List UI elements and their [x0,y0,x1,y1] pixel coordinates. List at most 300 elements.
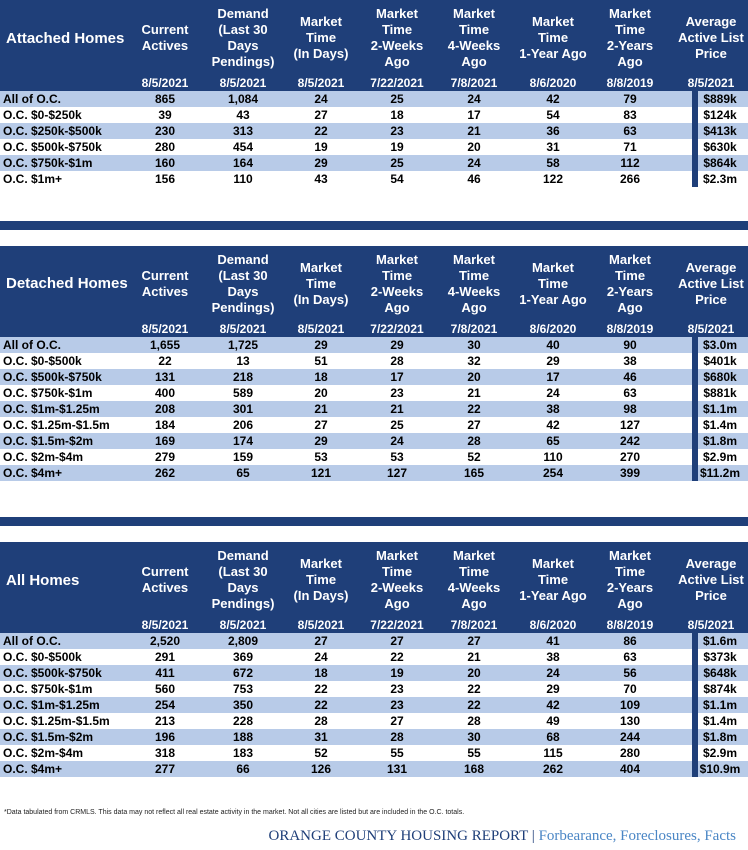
column-header-line: Actives [141,38,189,53]
row-label: All of O.C. [3,634,61,648]
row-value: 213 [154,714,176,728]
column-header-line: Market [609,252,651,267]
row-value: 27 [314,108,328,122]
column-header-line: 2-Years [606,580,654,595]
row-value: 20 [467,666,481,680]
row-value: 86 [623,634,637,648]
column-header-line: Active List [678,30,744,45]
column-header-line: 4-Weeks [447,38,501,53]
column-header [358,6,436,70]
row-value: 24 [314,650,328,664]
column-date: 8/5/2021 [297,618,345,632]
row-value: 21 [314,402,328,416]
column-header-line: Price [695,588,727,603]
column-header [126,564,204,596]
column-header [672,556,748,604]
row-value: 280 [154,140,176,154]
row-value: 21 [390,402,404,416]
row-value: 400 [154,386,176,400]
row-label: O.C. $750k-$1m [3,156,93,170]
table-row [0,649,748,665]
row-value: 54 [390,172,404,186]
row-value: 270 [619,450,641,464]
row-value: 208 [154,402,176,416]
row-value: 130 [619,714,641,728]
row-value: 156 [154,172,176,186]
column-header-line: Time [305,30,337,45]
column-date: 7/22/2021 [370,322,424,336]
table-row [0,665,748,681]
table-row [0,401,748,417]
row-value: 28 [467,714,481,728]
table-row [0,139,748,155]
table-row [0,91,748,107]
column-header-line: Average [685,260,737,275]
row-value: 121 [310,466,332,480]
column-header [126,22,204,54]
row-label: O.C. $1.25m-$1.5m [3,714,110,728]
column-header-line: Market [609,548,651,563]
table-row [0,417,748,433]
row-value: 42 [546,92,560,106]
column-date: 8/6/2020 [529,618,577,632]
divider-bar [692,633,698,777]
row-label: O.C. $2m-$4m [3,746,84,760]
average-price: $680k [703,370,737,384]
row-value: 27 [467,634,481,648]
column-header-line: Ago [617,596,643,611]
row-value: 17 [546,370,560,384]
column-header-line: Market [532,14,574,29]
row-value: 404 [619,762,641,776]
table-row [0,681,748,697]
row-value: 23 [390,386,404,400]
row-value: 865 [154,92,176,106]
column-header-line: Demand [217,548,269,563]
row-value: 36 [546,124,560,138]
table-row [0,385,748,401]
row-value: 18 [314,370,328,384]
column-header-line: (Last 30 [218,564,268,579]
row-value: 90 [623,338,637,352]
row-value: 29 [546,682,560,696]
row-value: 24 [390,434,404,448]
row-value: 28 [390,354,404,368]
row-value: 25 [390,92,404,106]
column-header-line: Market [453,252,495,267]
column-date: 8/8/2019 [606,322,654,336]
row-value: 24 [467,92,481,106]
column-date: 8/6/2020 [529,76,577,90]
row-value: 127 [619,418,641,432]
column-header-line: Time [381,564,413,579]
row-value: 29 [390,338,404,352]
row-value: 58 [546,156,560,170]
row-value: 20 [314,386,328,400]
row-value: 168 [463,762,485,776]
row-value: 68 [546,730,560,744]
row-value: 21 [467,124,481,138]
row-value: 313 [232,124,254,138]
column-date: 8/5/2021 [687,76,735,90]
table-row [0,337,748,353]
column-header-line: Active List [678,276,744,291]
row-value: 65 [546,434,560,448]
column-date: 8/8/2019 [606,618,654,632]
column-header [358,548,436,612]
column-header-line: Actives [141,580,189,595]
column-header-line: Time [537,276,569,291]
column-header-line: Ago [461,54,487,69]
row-value: 22 [314,682,328,696]
column-header-line: Demand [217,252,269,267]
column-header-line: Current [141,22,189,37]
column-header [435,252,513,316]
column-header-line: Price [695,292,727,307]
row-value: 25 [390,418,404,432]
row-value: 753 [232,682,254,696]
column-header [591,548,669,612]
row-value: 19 [390,666,404,680]
row-value: 98 [623,402,637,416]
column-header-line: (Last 30 [218,22,268,37]
row-value: 228 [232,714,254,728]
row-label: O.C. $750k-$1m [3,682,93,696]
row-value: 38 [546,650,560,664]
table-row [0,123,748,139]
row-value: 54 [546,108,560,122]
column-header-line: Price [695,46,727,61]
row-value: 27 [390,634,404,648]
column-header-line: 2-Years [606,38,654,53]
column-header-line: Time [458,22,490,37]
column-header-line: Market [300,556,342,571]
average-price: $11.2m [699,466,741,480]
row-value: 31 [546,140,560,154]
date-row [0,321,748,337]
row-value: 131 [154,370,176,384]
column-header [282,14,360,62]
row-value: 22 [314,124,328,138]
column-date: 7/8/2021 [450,322,498,336]
column-header-line: Time [381,22,413,37]
column-header-line: 4-Weeks [447,580,501,595]
column-header-line: Market [300,14,342,29]
divider-bar [692,337,698,481]
row-value: 32 [467,354,481,368]
column-header-line: Market [453,548,495,563]
column-header-line: Ago [384,54,410,69]
section-title: Attached Homes [6,30,125,47]
average-price: $124k [703,108,737,122]
row-value: 42 [546,418,560,432]
row-value: 39 [158,108,172,122]
row-value: 280 [619,746,641,760]
row-value: 27 [467,418,481,432]
row-value: 350 [232,698,254,712]
row-value: 51 [314,354,328,368]
column-header [204,548,282,612]
column-header-line: 4-Weeks [447,284,501,299]
table-section [0,0,748,187]
column-header-line: 2-Years [606,284,654,299]
column-header-line: Average [685,14,737,29]
column-header-line: Ago [461,596,487,611]
row-value: 589 [232,386,254,400]
table-header [0,542,748,633]
row-value: 20 [467,140,481,154]
row-value: 27 [314,634,328,648]
divider-bar [692,91,698,187]
row-value: 53 [314,450,328,464]
table-row [0,433,748,449]
row-value: 127 [386,466,408,480]
column-header-line: Pendings) [211,54,275,69]
average-price: $1.6m [702,634,738,648]
row-value: 230 [154,124,176,138]
column-header [358,252,436,316]
column-header-line: Days [227,38,259,53]
row-value: 29 [314,338,328,352]
row-value: 560 [154,682,176,696]
row-value: 30 [467,730,481,744]
column-header-line: (In Days) [293,292,349,307]
column-header-line: Pendings) [211,596,275,611]
table-row [0,369,748,385]
column-header-line: Market [376,252,418,267]
row-value: 112 [620,156,640,170]
section-title: All Homes [6,572,80,589]
column-date: 8/5/2021 [687,322,735,336]
column-header-line: Current [141,564,189,579]
column-header-line: Ago [461,300,487,315]
row-value: 164 [232,156,254,170]
row-value: 46 [467,172,481,186]
row-value: 22 [314,698,328,712]
column-header [672,260,748,308]
column-header-line: Time [458,564,490,579]
row-value: 110 [233,172,253,186]
column-header-line: 2-Weeks [370,580,424,595]
row-value: 42 [546,698,560,712]
column-header-line: Time [537,572,569,587]
row-label: O.C. $1m+ [3,172,63,186]
column-date: 8/5/2021 [297,322,345,336]
column-header-line: Ago [384,596,410,611]
row-value: 206 [232,418,254,432]
table-row [0,761,748,777]
footer-separator: | [528,828,539,844]
row-value: 242 [619,434,641,448]
column-header-line: 2-Weeks [370,284,424,299]
column-header-line: Time [614,22,646,37]
row-value: 22 [467,698,481,712]
row-value: 23 [390,682,404,696]
row-value: 279 [154,450,176,464]
row-value: 55 [467,746,481,760]
average-price: $1.4m [702,714,738,728]
column-header-line: Current [141,268,189,283]
column-header-line: Time [381,268,413,283]
average-price: $373k [703,650,737,664]
average-price: $1.4m [702,418,738,432]
column-header [204,6,282,70]
row-value: 22 [467,402,481,416]
column-date: 8/8/2019 [606,76,654,90]
row-value: 22 [158,354,172,368]
row-value: 28 [390,730,404,744]
row-value: 46 [623,370,637,384]
row-label: O.C. $250k-$500k [3,124,102,138]
column-header-line: 1-Year Ago [519,292,587,307]
average-price: $2.3m [702,172,738,186]
column-header-line: Pendings) [211,300,275,315]
row-value: 169 [154,434,176,448]
row-label: O.C. $750k-$1m [3,386,93,400]
row-value: 22 [467,682,481,696]
row-value: 110 [543,450,563,464]
row-value: 24 [546,386,560,400]
row-label: O.C. $1m-$1.25m [3,402,100,416]
row-value: 13 [236,354,250,368]
average-price: $2.9m [702,450,738,464]
row-value: 254 [154,698,176,712]
column-header [282,556,360,604]
column-header-line: Market [532,260,574,275]
average-price: $3.0m [702,338,738,352]
column-header-line: Market [532,556,574,571]
row-value: 2,809 [227,634,259,648]
footnote: *Data tabulated from CRMLS. This data may not reflect all real estate activity in the market. Not all cities are listed but are included in the O.C. totals. [4,809,465,816]
column-header [282,260,360,308]
row-value: 183 [232,746,254,760]
row-value: 52 [467,450,481,464]
row-value: 43 [314,172,328,186]
table-row [0,713,748,729]
row-value: 41 [546,634,560,648]
column-header-line: (In Days) [293,588,349,603]
row-label: O.C. $500k-$750k [3,666,102,680]
column-date: 8/5/2021 [219,322,267,336]
row-value: 369 [232,650,254,664]
column-header-line: (Last 30 [218,268,268,283]
table-row [0,353,748,369]
section-divider [0,221,748,230]
row-value: 40 [546,338,560,352]
row-value: 244 [619,730,641,744]
row-value: 23 [390,698,404,712]
row-value: 115 [543,746,563,760]
table-row [0,633,748,649]
table-header [0,0,748,91]
column-date: 8/5/2021 [219,618,267,632]
date-row [0,617,748,633]
row-value: 159 [232,450,254,464]
row-value: 291 [154,650,176,664]
table-row [0,729,748,745]
column-header-line: Average [685,556,737,571]
column-header-line: Market [376,6,418,21]
report-subtitle: Forbearance, Foreclosures, Facts [538,828,736,844]
table-body [0,337,748,481]
row-value: 31 [314,730,328,744]
table-row [0,465,748,481]
column-header-line: Market [609,6,651,21]
row-value: 56 [623,666,637,680]
table-body [0,91,748,187]
average-price: $1.1m [702,402,738,416]
column-header-line: Time [614,268,646,283]
column-header-line: Market [376,548,418,563]
row-value: 28 [314,714,328,728]
row-value: 411 [155,666,175,680]
average-price: $2.9m [702,746,738,760]
row-value: 28 [467,434,481,448]
column-header-line: Demand [217,6,269,21]
column-date: 8/5/2021 [219,76,267,90]
row-value: 1,084 [227,92,259,106]
column-date: 8/5/2021 [141,618,189,632]
column-date: 8/5/2021 [687,618,735,632]
column-header-line: 2-Weeks [370,38,424,53]
column-header-line: Market [300,260,342,275]
row-value: 18 [390,108,404,122]
column-header-line: Time [305,572,337,587]
row-value: 29 [314,434,328,448]
column-header [591,6,669,70]
column-date: 7/22/2021 [370,618,424,632]
section-title: Detached Homes [6,275,128,292]
row-value: 21 [467,650,481,664]
column-header-line: Days [227,284,259,299]
row-value: 20 [467,370,481,384]
average-price: $10.9m [699,762,741,776]
column-header-line: Market [453,6,495,21]
column-date: 7/8/2021 [450,618,498,632]
row-value: 65 [236,466,250,480]
column-header-line: Time [537,30,569,45]
table-row [0,171,748,187]
row-value: 126 [310,762,332,776]
column-header-line: Time [305,276,337,291]
column-header [204,252,282,316]
row-value: 25 [390,156,404,170]
column-header [672,14,748,62]
row-value: 19 [390,140,404,154]
report-title: ORANGE COUNTY HOUSING REPORT [268,828,529,844]
column-header-line: 1-Year Ago [519,46,587,61]
row-label: O.C. $0-$250k [3,108,82,122]
average-price: $881k [703,386,737,400]
row-value: 49 [546,714,560,728]
row-label: O.C. $4m+ [3,466,63,480]
row-value: 262 [542,762,564,776]
table-section [0,542,748,777]
column-header-line: Ago [384,300,410,315]
table-body [0,633,748,777]
row-value: 399 [619,466,641,480]
row-value: 63 [623,386,637,400]
column-header-line: Time [614,564,646,579]
row-value: 38 [546,402,560,416]
column-header [514,556,592,604]
row-value: 122 [542,172,564,186]
average-price: $413k [703,124,737,138]
row-label: All of O.C. [3,338,61,352]
row-label: All of O.C. [3,92,61,106]
average-price: $874k [703,682,737,696]
row-label: O.C. $1m-$1.25m [3,698,100,712]
